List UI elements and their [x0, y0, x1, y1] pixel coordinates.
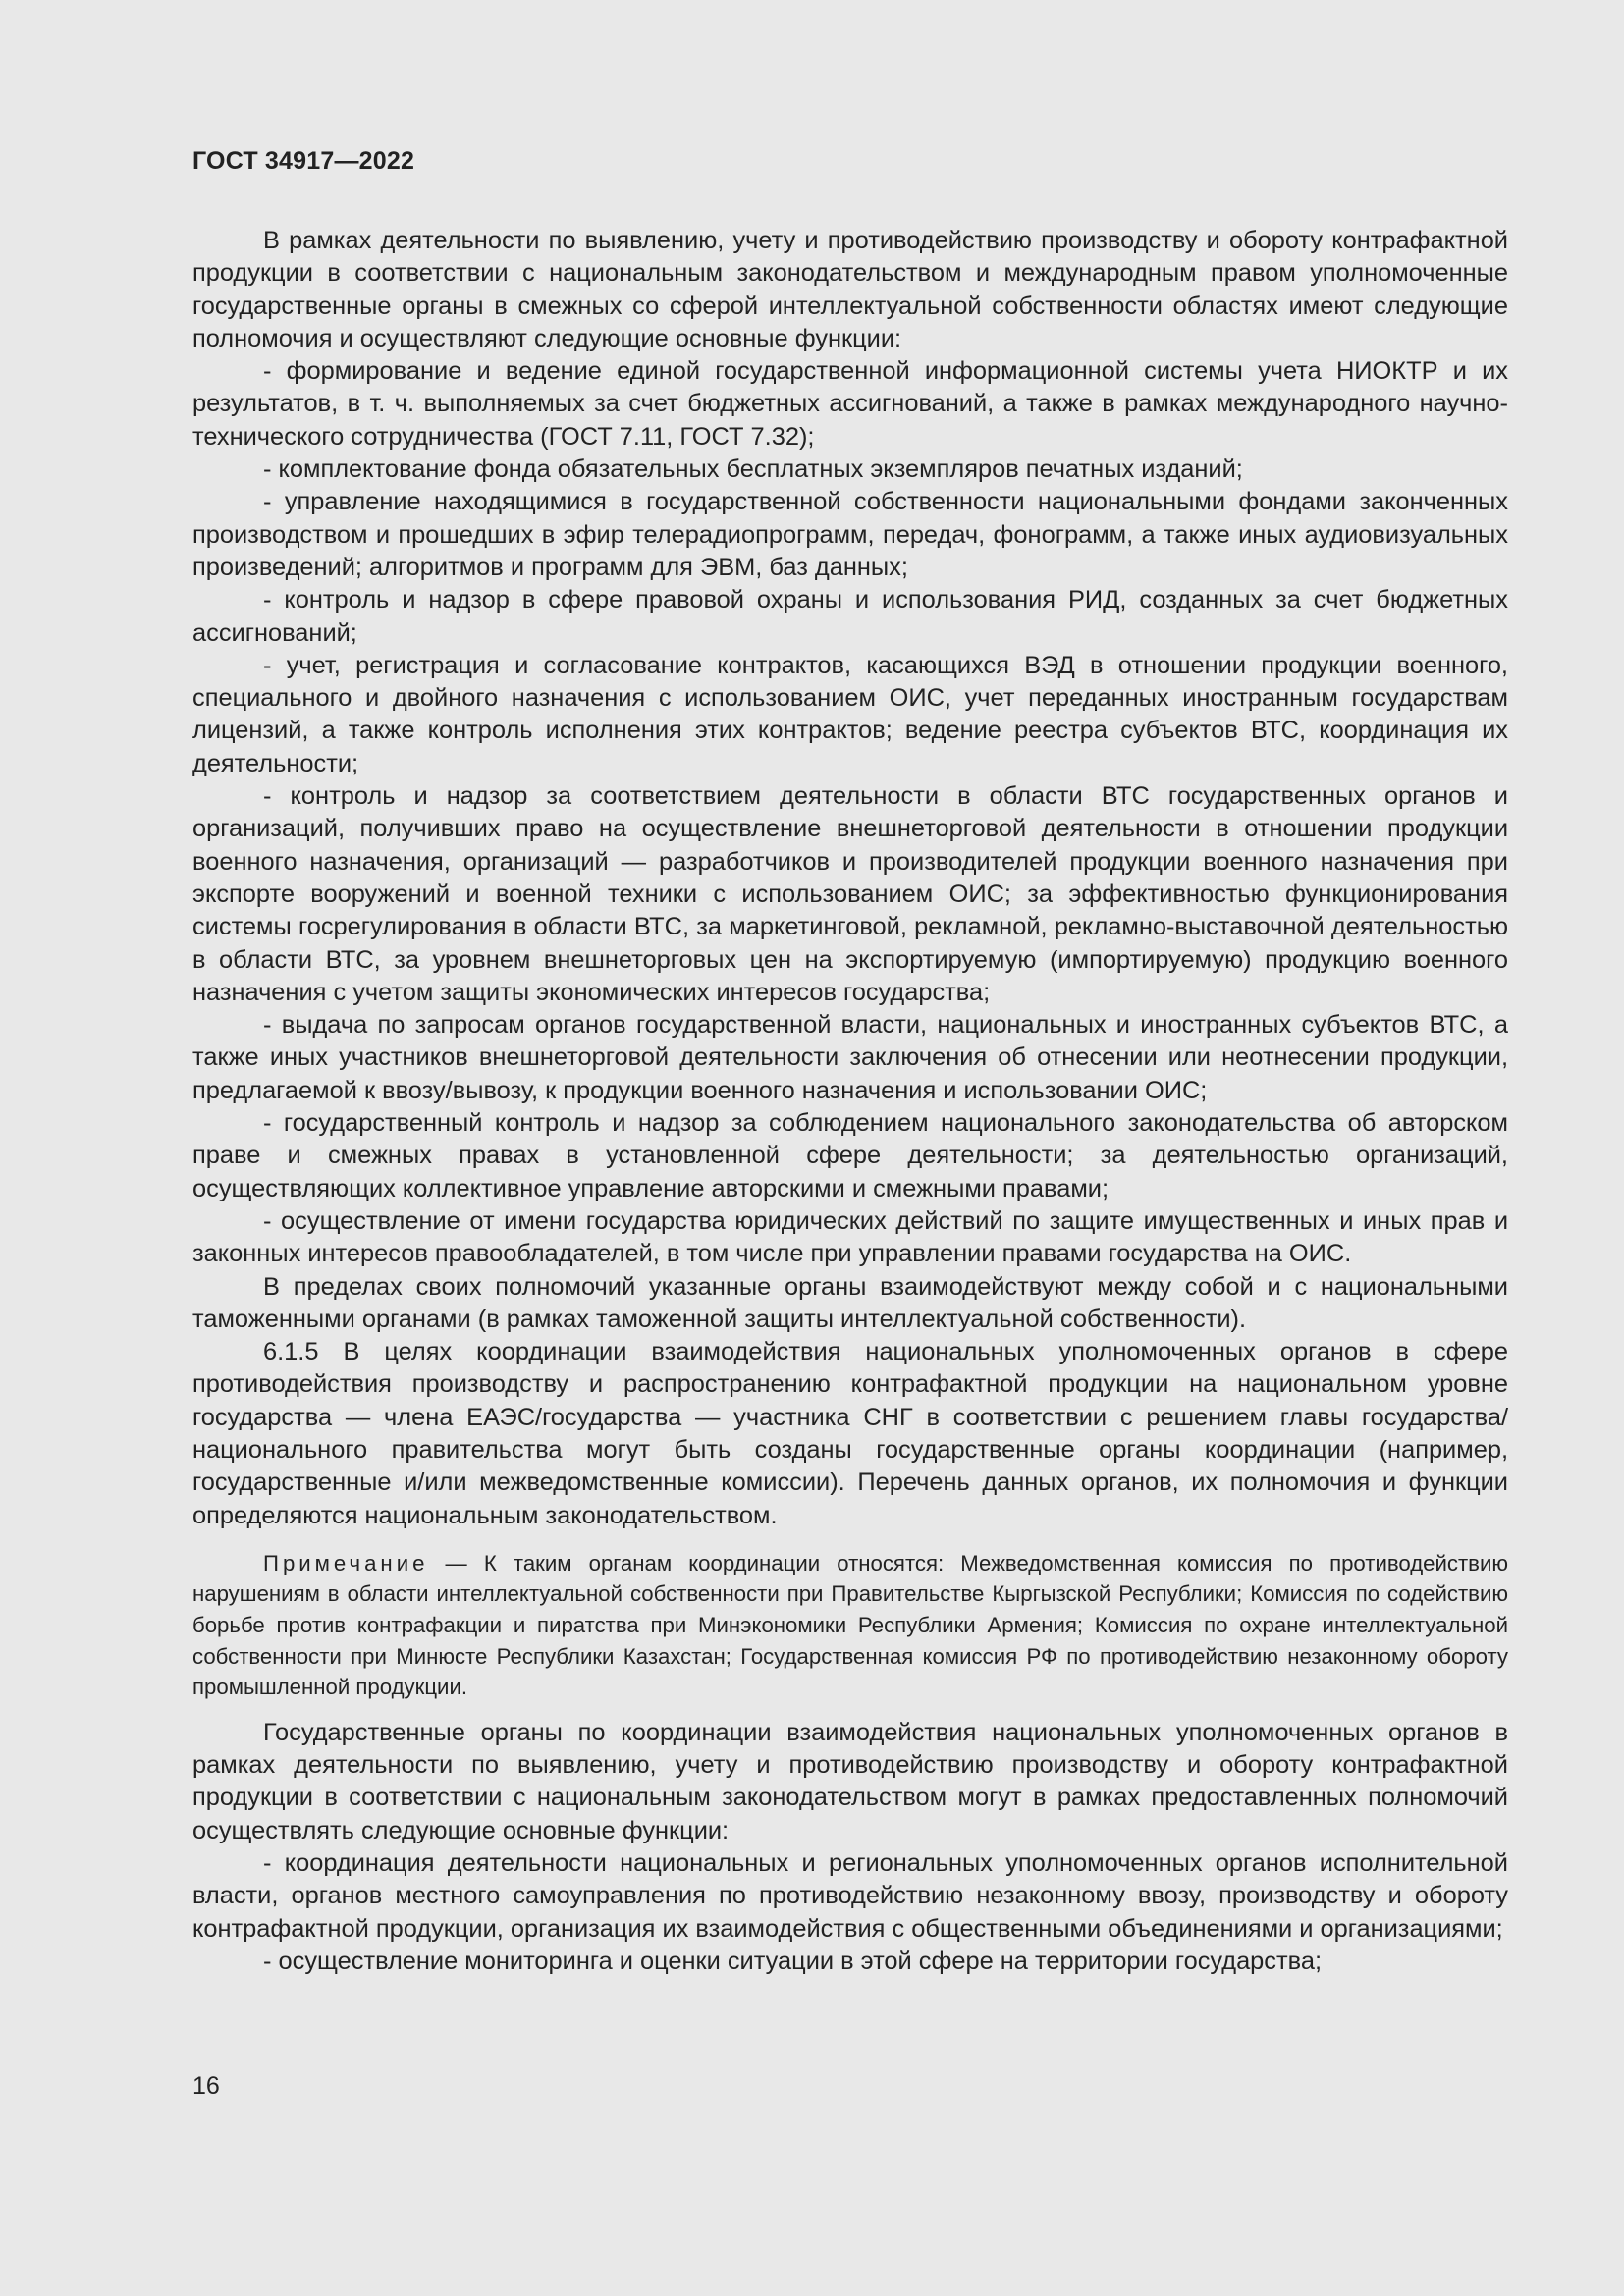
section1-intro: В рамках деятельности по выявлению, учету и противодействию производству и обороту контрафактной продукции в соответствии с национальным законодательством и международным правом уполномоченные государственные органы в смежных со сферой интеллектуальной собственности областях имеют следующие полномочия и осуществляют следующие основные функции: — [192, 227, 1508, 352]
list-item: - осуществление от имени государства юридических действий по защите имущественных и иных прав и законных интересов правообладателей, в том числе при управлении правами государства на ОИС. — [192, 1206, 1508, 1268]
body-text — [192, 225, 1508, 1978]
list-item: - управление находящимися в государственной собственности национальными фондами законченных производством и прошедших в эфир телерадиопрограмм, передач, фонограмм, а также иных аудиовизуальных произведений; алгоритмов и программ для ЭВМ, баз данных; — [192, 488, 1508, 581]
list-item: - учет, регистрация и согласование контрактов, касающихся ВЭД в отношении продукции военного, специального и двойного назначения с использованием ОИС, учет переданных иностранным государствам лицензий, а также контроль исполнения этих контрактов; ведение реестра субъектов ВТС, координация их деятельности; — [192, 651, 1508, 777]
note-text: — К таким органам координации относятся: Межведомственная комиссия по противодействию нарушениям в области интеллектуальной собственности при Правительстве Кыргызской Республики; Комиссия по содействию борьбе против контрафакции и пиратства при Минэкономики Республики Армения; Комиссия по охране интеллектуальной собственности при Минюсте Республики Казахстан; Государственная комиссия РФ по противодействию незаконному обороту промышленной продукции. — [192, 1550, 1508, 1700]
list-item: - осуществление мониторинга и оценки ситуации в этой сфере на территории государства; — [263, 1947, 1323, 1975]
section2-intro: Государственные органы по координации взаимодействия национальных уполномоченных органов в рамках деятельности по выявлению, учету и противодействию производству и обороту контрафактной продукции в соответствии с национальным законодательством могут в рамках предоставленных полномочий осуществлять следующие основные функции: — [192, 1718, 1508, 1844]
list-item: - комплектование фонда обязательных бесплатных экземпляров печатных изданий; — [263, 455, 1243, 484]
list-item: - контроль и надзор за соответствием деятельности в области ВТС государственных органов и организаций, получивших право на осуществление внешнеторговой деятельности в отношении продукции военного назначения, организаций — разработчиков и производителей продукции военного назначения при экспорте вооружений и военной техники с использованием ОИС; за эффективностью функционирования системы госрегулирования в области ВТС, за маркетинговой, рекламной, рекламно-выставочной деятельностью в области ВТС, за уровнем внешнеторговых цен на экспортируемую (импортируемую) продукцию военного назначения с учетом защиты экономических интересов государства; — [192, 782, 1508, 1006]
standard-designation: ГОСТ 34917—2022 — [192, 147, 415, 175]
section1-closing: В пределах своих полномочий указанные органы взаимодействуют между собой и с национальными таможенными органами (в рамках таможенной защиты интеллектуальной собственности). — [192, 1272, 1508, 1333]
note-label: Примечание — [263, 1550, 429, 1575]
list-item: - государственный контроль и надзор за соблюдением национального законодательства об авторском праве и смежных правах в установленной сфере деятельности; за деятельностью организаций, осуществляющих коллективное управление авторскими и смежными правами; — [192, 1109, 1508, 1202]
list-item: - выдача по запросам органов государственной власти, национальных и иностранных субъектов ВТС, а также иных участников внешнеторговой деятельности заключения об отнесении или неотнесении продукции, предлагаемой к ввозу/вывозу, к продукции военного назначения и использовании ОИС; — [192, 1011, 1508, 1104]
clause-6-1-5: 6.1.5 В целях координации взаимодействия национальных уполномоченных органов в сфере противодействия производству и распространению контрафактной продукции на национальном уровне государства — члена ЕАЭС/государства — участника СНГ в соответствии с решением главы государства/национального правительства могут быть созданы государственные органы координации (например, государственные и/или межведомственные комиссии). Перечень данных органов, их полномочия и функции определяются национальным законодательством. — [192, 1338, 1508, 1529]
note — [192, 1548, 1508, 1703]
list-item: - формирование и ведение единой государственной информационной системы учета НИОКТР и их результатов, в т. ч. выполняемых за счет бюджетных ассигнований, а также в рамках международного научно-технического сотрудничества (ГОСТ 7.11, ГОСТ 7.32); — [192, 357, 1508, 451]
page-number: 16 — [192, 2072, 220, 2100]
list-item: - координация деятельности национальных и региональных уполномоченных органов исполнительной власти, органов местного самоуправления по противодействию незаконному ввозу, производству и обороту контрафактной продукции, организация их взаимодействия с общественными объединениями и организациями; — [192, 1849, 1508, 1943]
list-item: - контроль и надзор в сфере правовой охраны и использования РИД, созданных за счет бюджетных ассигнований; — [192, 586, 1508, 647]
